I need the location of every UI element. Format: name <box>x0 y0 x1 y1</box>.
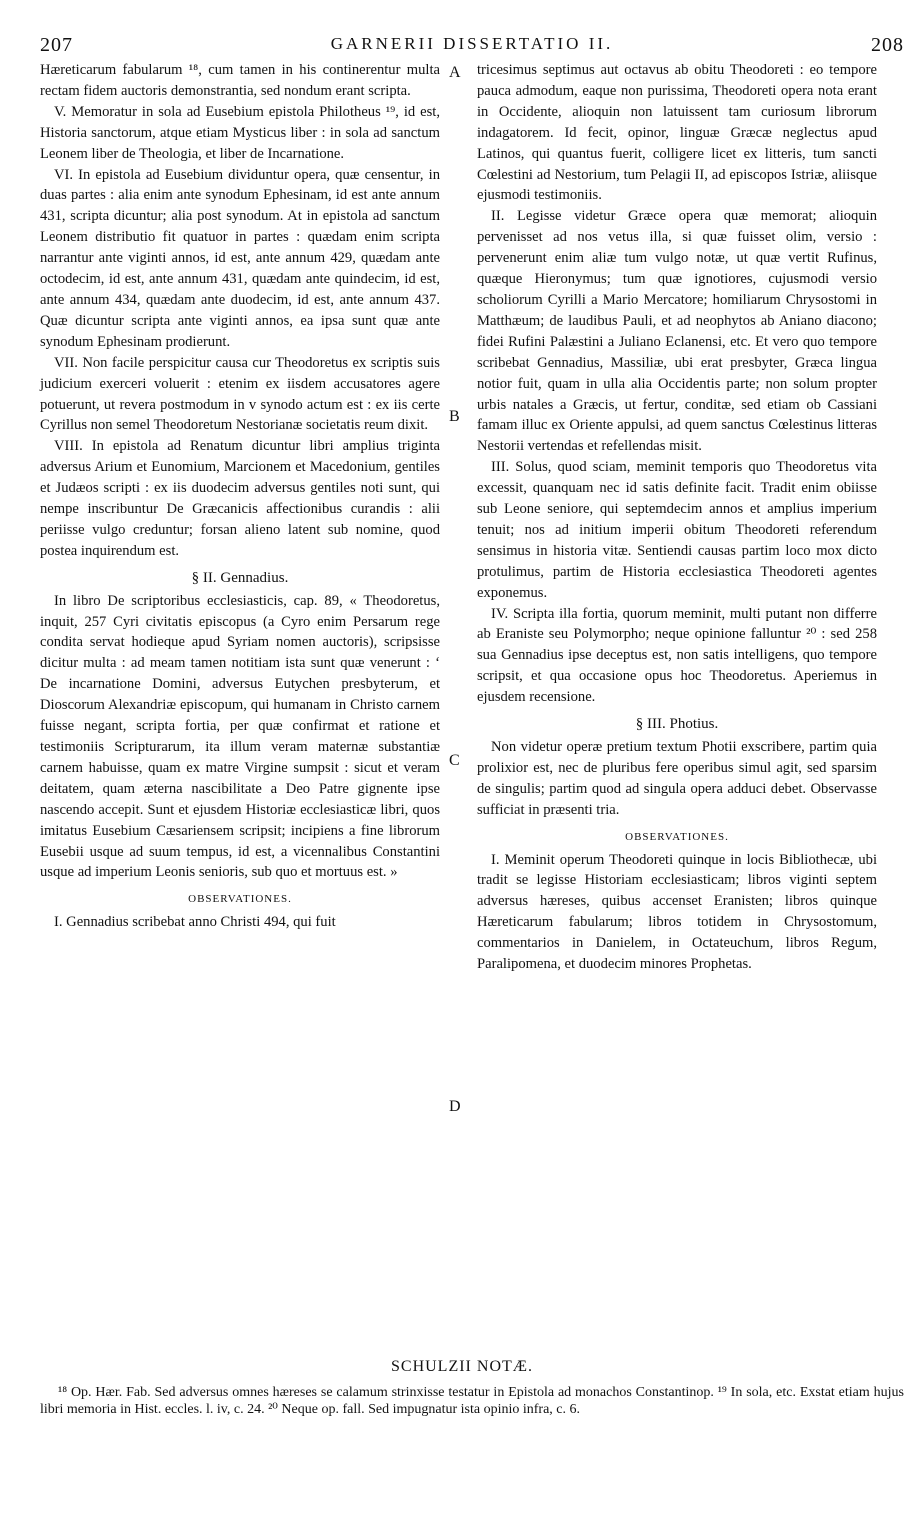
observations-heading: OBSERVATIONES. <box>625 830 729 843</box>
left-page-number: 207 <box>40 34 73 56</box>
right-column <box>477 60 877 975</box>
notes-title: SCHULZII NOTÆ. <box>391 1358 533 1375</box>
margin-letter-b: B <box>449 408 460 425</box>
paragraph: tricesimus septimus aut octavus ab obitu Theodoreti : eo tempore pauca admodum, eaque non purissima, Theodoreti opera nota erant in Occidente, alioquin non latuissent tam curiosum librorum indagatorem. Id fecit, opinor, linguæ Græcæ neglectus apud Latinos, qui quantus fuerit, colligere licet ex litteris, tum sancti Cœlestini ad Nestorium, tum Pelagii II, ad episcopos Istriæ, aliisque ejusmodi testimoniis. <box>477 62 877 204</box>
paragraph: III. Solus, quod sciam, meminit temporis quo Theodoretus vita excessit, quanquam nec id satis definite facit. Tradit enim obiisse sub Leone seniore, qui septemdecim annos et amplius imperium tenuit; nos ad initium imperii obitum Theodoreti referendum sensimus in historia vitæ. Sentiendi causas partim loco mox dicto protulimus, partim de Historia ecclesiastica Theodoreti agentes exponemus. <box>477 459 877 601</box>
paragraph: II. Legisse videtur Græce opera quæ memorat; alioquin pervenisset ad nos vetus illa, si quæ fuisset olim, versio : pervenerunt enim aliæ tum vulgo notæ, ut quæ vertit Rufinus, quæque Hieronymus; tum quæ ignotiores, cujusmodi versio scholiorum Cyrilli a Mario Mercatore; homiliarum Chrysostomi in Matthæum; de laudibus Pauli, et ad neophytos ab Aniano diacono; fidei Rufini Palæstini a Juliano Eclanensi, etc. Et vero quo tempore scribebat Gennadius, Massiliæ, ubi erat presbyter, Græca lingua notior fuit, quam in ulla alia Occidentis parte; non solum propter urbis natales a Græcis, ut fertur, conditæ, sed etiam ob Cassiani famam illuc ex Oriente appulsi, ad quem sanctus Cœlestinus litteras Nestorii vertendas et refellendas misit. <box>477 208 877 455</box>
right-page-number: 208 <box>871 34 904 56</box>
paragraph: Non videtur operæ pretium textum Photii exscribere, partim quia prolixior est, nec de pluribus fere operibus simul agit, sed sparsim de singulis; partim quod ad singula opera adduci debet. Observasse sufficiat in præsenti tria. <box>477 739 877 818</box>
paragraph: V. Memoratur in sola ad Eusebium epistola Philotheus ¹⁹, id est, Historia sanctorum, atque etiam Mysticus liber : in sola ad sanctum Leonem liber de Theologia, et liber de Incarnatione. <box>40 103 440 162</box>
section-heading: § II. Gennadius. <box>191 569 289 586</box>
section-heading: § III. Photius. <box>635 716 719 733</box>
running-title: GARNERII DISSERTATIO II. <box>330 34 614 53</box>
paragraph: VII. Non facile perspicitur causa cur Theodoretus ex scriptis suis judicium exerceri voluerit : etenim ex iisdem accusatores agere potuerunt, ut revera postmodum in v synodo actum est : ex iis certe Cyrillus non semel Theodoretum Nestorianæ societatis reum dixit. <box>40 354 440 434</box>
footnotes <box>40 1385 904 1418</box>
paragraph: Hæreticarum fabularum ¹⁸, cum tamen in his continerentur multa rectam fidem auctoris demonstrantia, sed nondum erant scripta. <box>40 62 440 99</box>
observations-heading: OBSERVATIONES. <box>188 893 292 906</box>
running-header <box>40 34 904 58</box>
left-column <box>40 60 440 933</box>
margin-letter-a: A <box>449 64 461 81</box>
margin-letter-d: D <box>449 1098 461 1115</box>
paragraph: I. Meminit operum Theodoreti quinque in locis Bibliothecæ, ubi tradit se legisse Historiam ecclesiasticam; libros viginti septem adversus hæreses, quibus accenset Eranisten; libros quinque Hæreticarum fabularum; libros totidem in Chrysostomum, commentarios in Danielem, in Octateuchum, libros Regum, Paralipomena, et duodecim minores Prophetas. <box>477 851 877 973</box>
footnote-text: ¹⁸ Op. Hær. Fab. Sed adversus omnes hæreses se calamum strinxisse testatur in Epistola ad monachos Constantinop. ¹⁹ In sola, etc. Exstat etiam hujus libri memoria in Hist. eccles. l. iv, c. 24. ²⁰ Neque op. fall. Sed impugnatur ista opinio infra, c. 6. <box>40 1385 904 1417</box>
paragraph: I. Gennadius scribebat anno Christi 494, qui fuit <box>54 914 336 931</box>
paragraph: In libro De scriptoribus ecclesiasticis, cap. 89, « Theodoretus, inquit, 257 Cyri civitatis episcopus (a Cyro enim Persarum rege condita servat hodieque apud Syriam nomen auctoris), scripsisse dicitur multa : ad meam tamen notitiam ista sunt quæ venerunt : ‘ De incarnatione Domini, adversus Eutychen presbyterum, et Dioscorum Alexandriæ episcopum, qui humanam in Christo carnem fuisse negant, scripta fortia, per quæ confirmat et ratione et testimoniis Scripturarum, ita illum veram maternæ substantiæ carnem habuisse, quam ex matre Virgine sumpsit : sicut et veram deitatem, quam æterna nascibilitate a Deo Patre gignente ipse nascendo accepit. Sunt et ejusdem Historiæ ecclesiasticæ libri, quos imitatus Eusebium Cæsariensem scripsit; incipiens a fine librorum Eusebii usque ad suum tempus, id est, a vicennalibus Constantini usque ad imperium Leonis senioris, sub quo et mortuus est. » <box>40 592 440 881</box>
margin-letter-c: C <box>449 752 460 769</box>
paragraph: VI. In epistola ad Eusebium dividuntur opera, quæ censentur, in duas partes : alia enim ante synodum Ephesinam, id est ante annum 431, scripta dicuntur; alia post synodum. At in epistola ad sanctum Leonem distributio fit quatuor in partes : quædam enim scripta narrantur ante viginti annos, id est, ante annum 429, quædam ante octodecim, id est, ante annum 431, quædam ante quindecim, id est, ante annum 434, quædam ante duodecim, id est, ante annum 437. Quæ dicuntur scripta ante viginti annos, ea ipsa sunt quæ ante synodum Ephesinam prodierunt. <box>40 166 440 350</box>
paragraph: IV. Scripta illa fortia, quorum meminit, multi putant non differre ab Eraniste seu Polymorpho; neque opinione falluntur ²⁰ : sed 258 sua Gennadius ipse deceptus est, non satis intelligens, quo tempore scripsit, et qua occasione opus hoc Theodoretus. Aperiemus in ejusdem recensione. <box>477 605 877 706</box>
paragraph: VIII. In epistola ad Renatum dicuntur libri amplius triginta adversus Arium et Eunomium, Marcionem et Macedonium, gentiles et Judæos scripti : ex iis duodecim adversus gentiles noti sunt, qui nempe inscribuntur De Græcanicis affectionibus curandis : alii periisse vulgo creduntur; forsan alieno latent sub nomine, quod postea inquirendum est. <box>40 438 440 559</box>
